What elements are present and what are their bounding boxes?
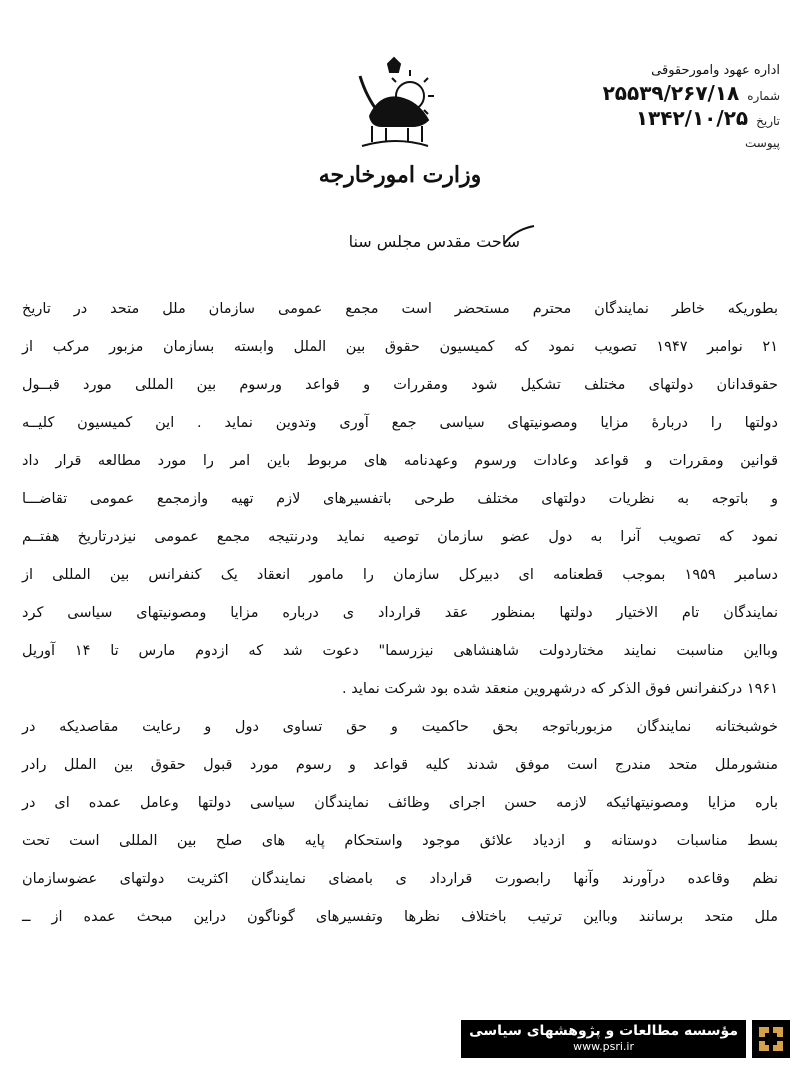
watermark-text bbox=[461, 1020, 746, 1058]
attachment-row bbox=[560, 132, 780, 154]
watermark-banner bbox=[460, 1018, 790, 1060]
letter-body bbox=[22, 290, 778, 936]
body-line: دولتها را دربارهٔ مزایا ومصونیتهای سیاسی جمع آوری وتدوین نماید . این کمیسیون کلیــه bbox=[22, 415, 778, 431]
body-line: ملل متحد برسانند وبااین ترتیب باختلاف نظرها وتفسیرهای گوناگون دراین مبحث عمده از ــ bbox=[22, 909, 778, 925]
reference-number-row bbox=[560, 82, 780, 107]
body-line: بسط مناسبات دوستانه و ازدیاد علائق موجود واستحکام پایه های صلح بین المللی است تحت bbox=[22, 833, 778, 849]
body-line: نمایندگان تام الاختیار دولتها بمنظور عقد قرارداد ی درباره مزایا ومصونیتهای سیاسی کرد bbox=[22, 605, 778, 621]
body-line: نمود که تصویب آنرا به دول عضو سازمان توصیه نماید ودرنتیجه مجمع عمومی نیزدرتاریخ هفتــم bbox=[22, 529, 778, 545]
department-name: اداره عهود وامورحقوقی bbox=[651, 63, 780, 78]
attachment-label: پیوست bbox=[745, 136, 780, 150]
body-line: ۲۱ نوامبر ۱۹۴۷ تصویب نمود که کمیسیون حقوق بین الملل وابسته بسازمان مزبور مرکب از bbox=[22, 339, 778, 355]
letter-date: ۱۳۴۲/۱۰/۲۵ bbox=[635, 106, 749, 130]
institute-logo-icon bbox=[752, 1020, 790, 1058]
letter-header bbox=[560, 60, 780, 154]
body-line: باره مزایا ومصونیتهائیکه لازمه حسن اجرای وظائف نمایندگان سیاسی دولتها وعامل عمده ای در bbox=[22, 795, 778, 811]
lion-and-sun-emblem-icon bbox=[340, 56, 450, 156]
date-row bbox=[560, 107, 780, 132]
reference-number: ۲۵۵۳۹/۲۶۷/۱۸ bbox=[602, 81, 740, 105]
body-line: نظم وقاعده درآورند وآنها رابصورت قرارداد ی بامضای نمایندگان اکثریت دولتهای عضوسازمان bbox=[22, 871, 778, 887]
institute-url[interactable]: www.psri.ir bbox=[573, 1040, 634, 1053]
body-line: و باتوجه به نظریات دولتهای مختلف طرحی باتفسیرهای لازم تهیه وازمجمع عمومی تقاضـــا bbox=[22, 491, 778, 507]
ministry-title: وزارت امورخارجه bbox=[318, 162, 482, 188]
body-line: وبااین مناسبت نمایند مختاردولت شاهنشاهی نیزرسما" دعوت شد که ازدوم مارس تا ۱۴ آوریل bbox=[22, 643, 778, 659]
body-line: خوشبختانه نمایندگان مزبورباتوجه بحق حاکمیت و حق تساوی دول و رعایت مقاصدیکه در bbox=[22, 719, 778, 735]
date-label: تاریخ bbox=[756, 114, 780, 128]
number-label: شماره bbox=[747, 89, 780, 103]
body-line: منشورملل متحد مندرج است موفق شدند کلیه قواعد و رسوم مورد قبول حقوق بین الملل رادر bbox=[22, 757, 778, 773]
addressee: ساحت مقدس مجلس سنا bbox=[348, 232, 520, 251]
body-line: ۱۹۶۱ درکنفرانس فوق الذکر که درشهروین منعقد شده بود شرکت نماید . bbox=[342, 681, 778, 697]
institute-name: مؤسسه مطالعات و پژوهشهای سیاسی bbox=[469, 1023, 738, 1039]
body-line: قوانین ومقررات و قواعد وعادات ورسوم وعهدنامه های مربوط باین امر را مورد مطالعه قرار داد bbox=[22, 453, 778, 469]
body-line: دسامبر ۱۹۵۹ بموجب قطعنامه ای دبیرکل سازمان را مامور انعقاد یک کنفرانس بین المللی از bbox=[22, 567, 778, 583]
body-line: بطوریکه خاطر نمایندگان محترم مستحضر است مجمع عمومی سازمان ملل متحد در تاریخ bbox=[22, 301, 778, 317]
body-line: حقوقدانان دولتهای مختلف تشکیل شود ومقررات و قواعد ورسوم بین المللی مورد قبــول bbox=[22, 377, 778, 393]
